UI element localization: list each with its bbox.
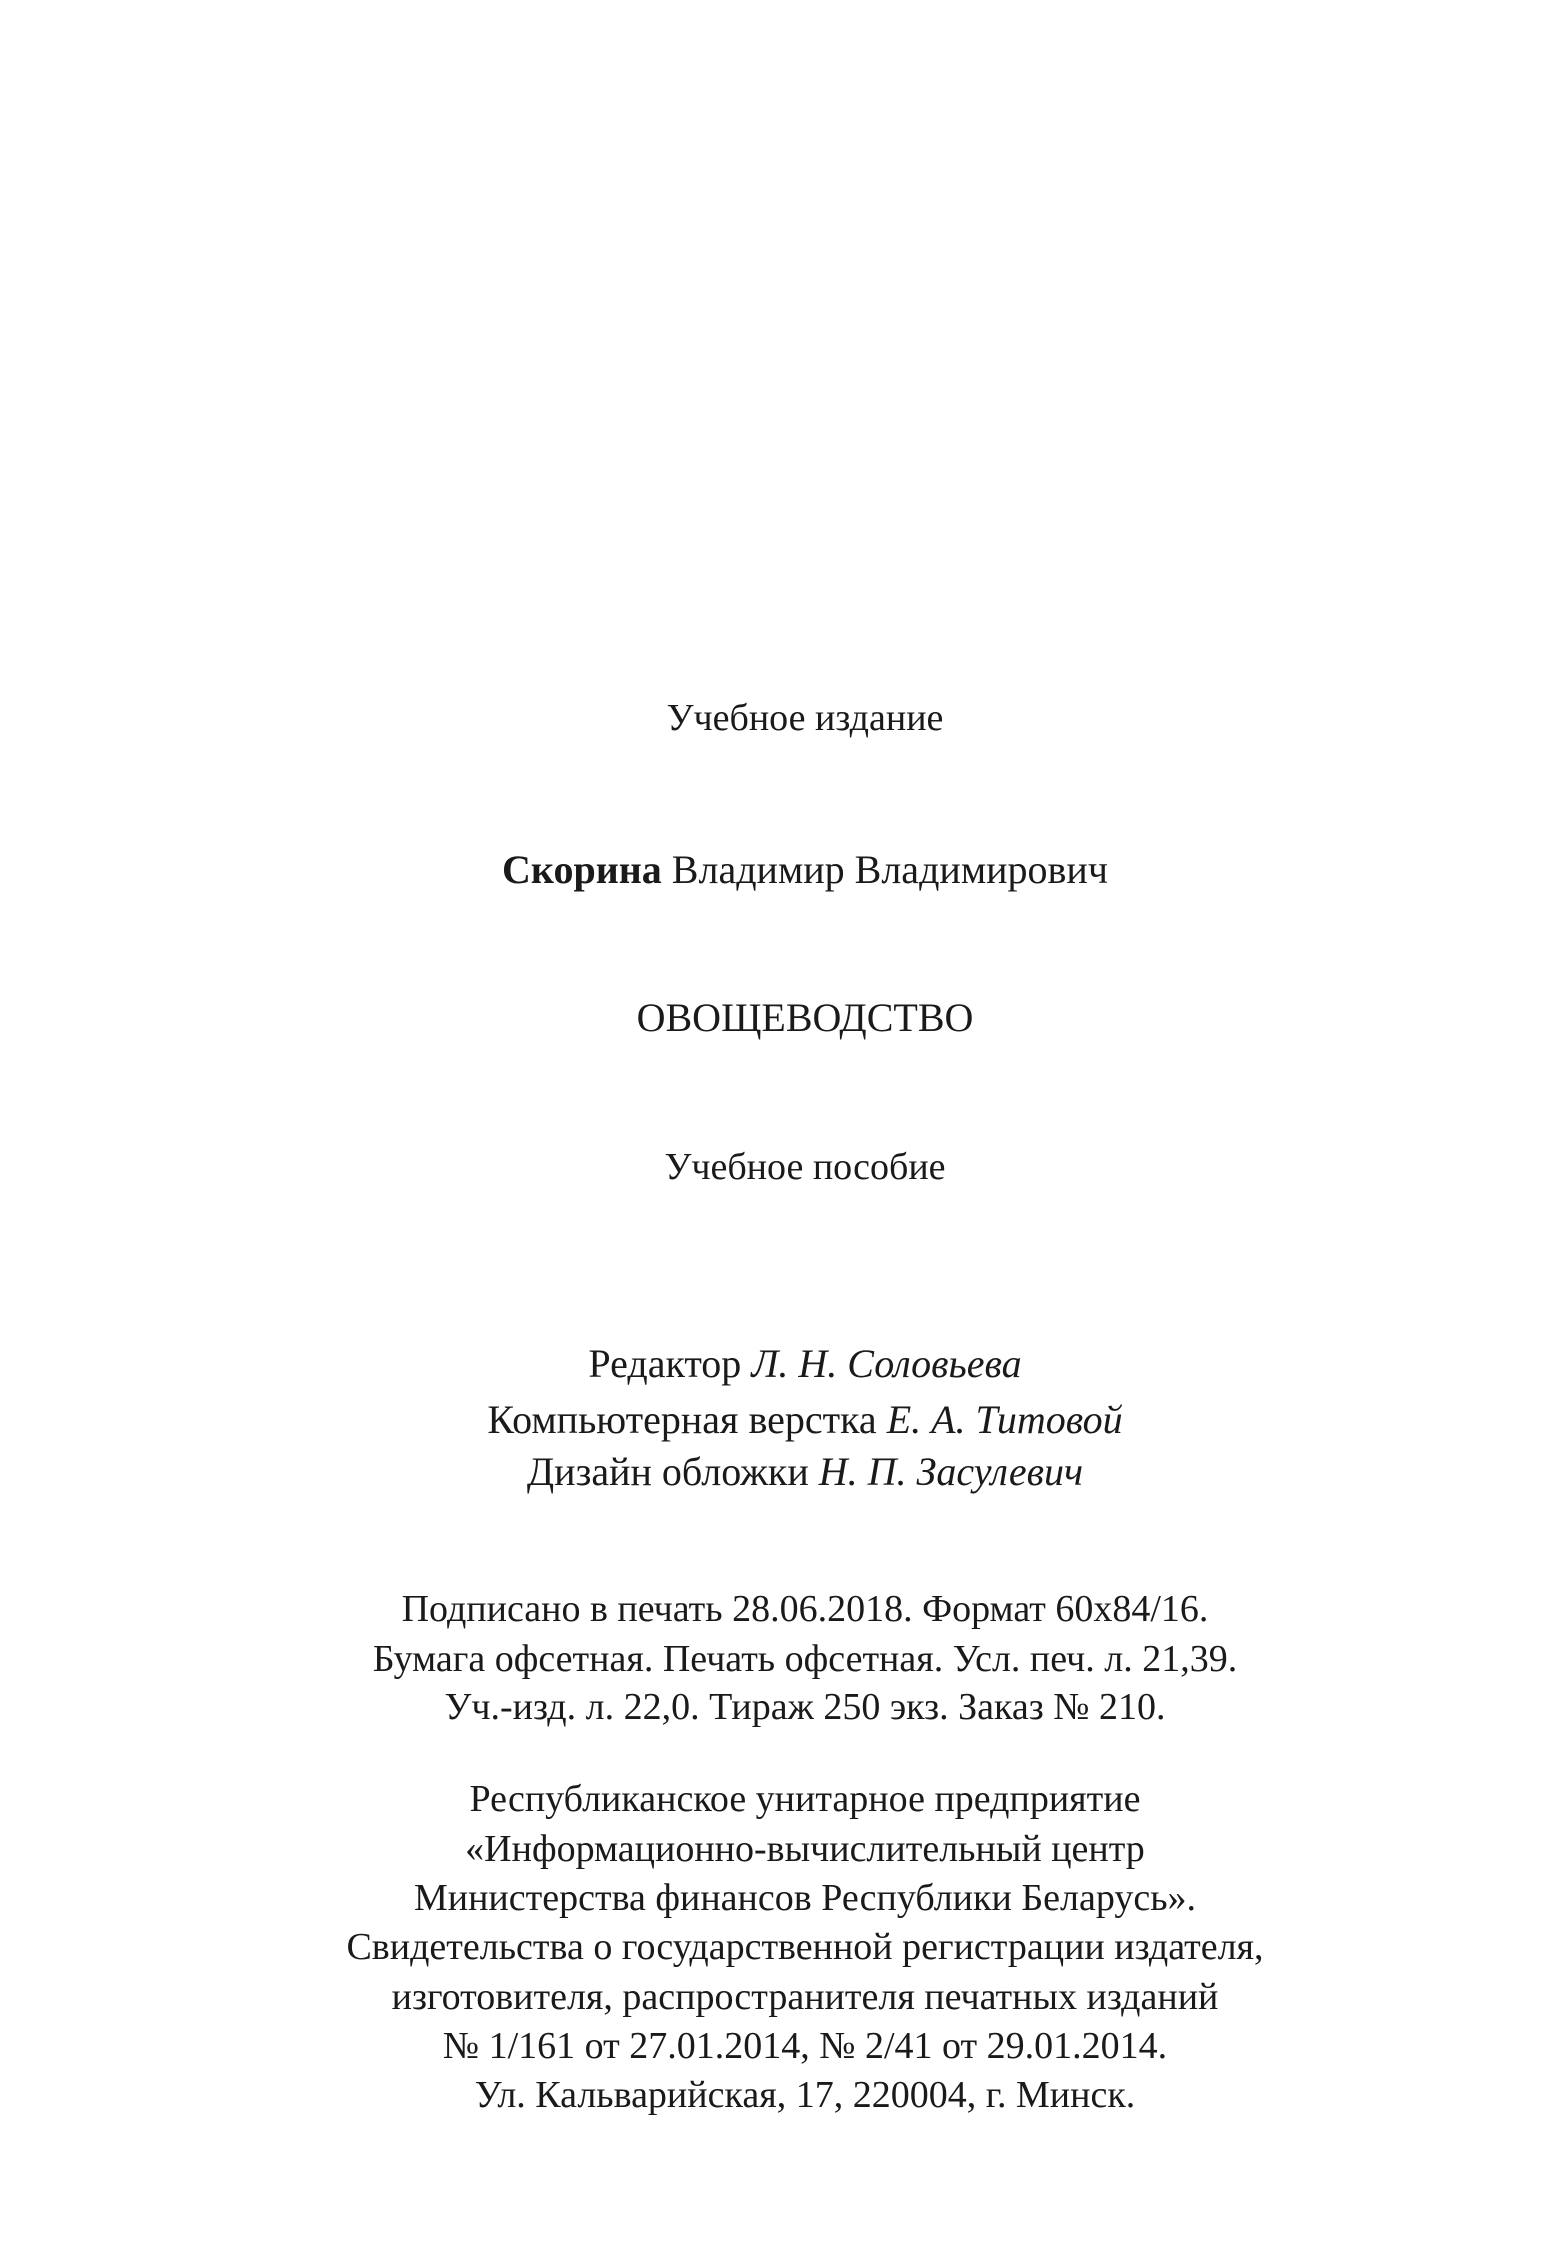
credit-cover-design <box>0 1448 1547 1496</box>
credit-name: Л. Н. Соловьева <box>751 1341 1022 1386</box>
credit-layout <box>0 1396 1547 1444</box>
publisher-line: Республиканское унитарное предприятие <box>469 1778 1141 1820</box>
publisher-line: Министерства финансов Республики Беларусь». <box>413 1877 1197 1919</box>
author-surname: Скорина <box>502 847 662 892</box>
credit-role: Редактор <box>588 1341 742 1386</box>
credit-role: Дизайн обложки <box>526 1449 809 1494</box>
book-subtitle: Учебное пособие <box>664 1146 946 1188</box>
edition-type: Учебное издание <box>666 697 944 739</box>
print-info-line: Уч.-изд. л. 22,0. Тираж 250 экз. Заказ № 210. <box>444 1686 1166 1728</box>
publisher-line: изготовителя, распространителя печатных изданий <box>391 1976 1219 2018</box>
print-info-line: Бумага офсетная. Печать офсетная. Усл. печ. л. 21,39. <box>372 1638 1238 1680</box>
credit-role: Компьютерная верстка <box>487 1397 877 1442</box>
publisher-line: № 1/161 от 27.01.2014, № 2/41 от 29.01.2014. <box>442 2025 1168 2067</box>
print-info-line: Подписано в печать 28.06.2018. Формат 60x84/16. <box>401 1588 1209 1630</box>
credit-name: Н. П. Засулевич <box>818 1449 1084 1494</box>
credit-name: Е. А. Титовой <box>886 1397 1123 1442</box>
publisher-line: Ул. Кальварийская, 17, 220004, г. Минск. <box>474 2074 1136 2116</box>
publisher-line: «Информационно-вычислительный центр <box>465 1828 1145 1870</box>
author-given-names: Владимир Владимирович <box>671 847 1108 892</box>
book-title: ОВОЩЕВОДСТВО <box>636 995 974 1040</box>
publisher-line: Свидетельства о государственной регистрации издателя, <box>346 1926 1264 1968</box>
credit-editor <box>0 1340 1547 1388</box>
author <box>0 846 1547 894</box>
